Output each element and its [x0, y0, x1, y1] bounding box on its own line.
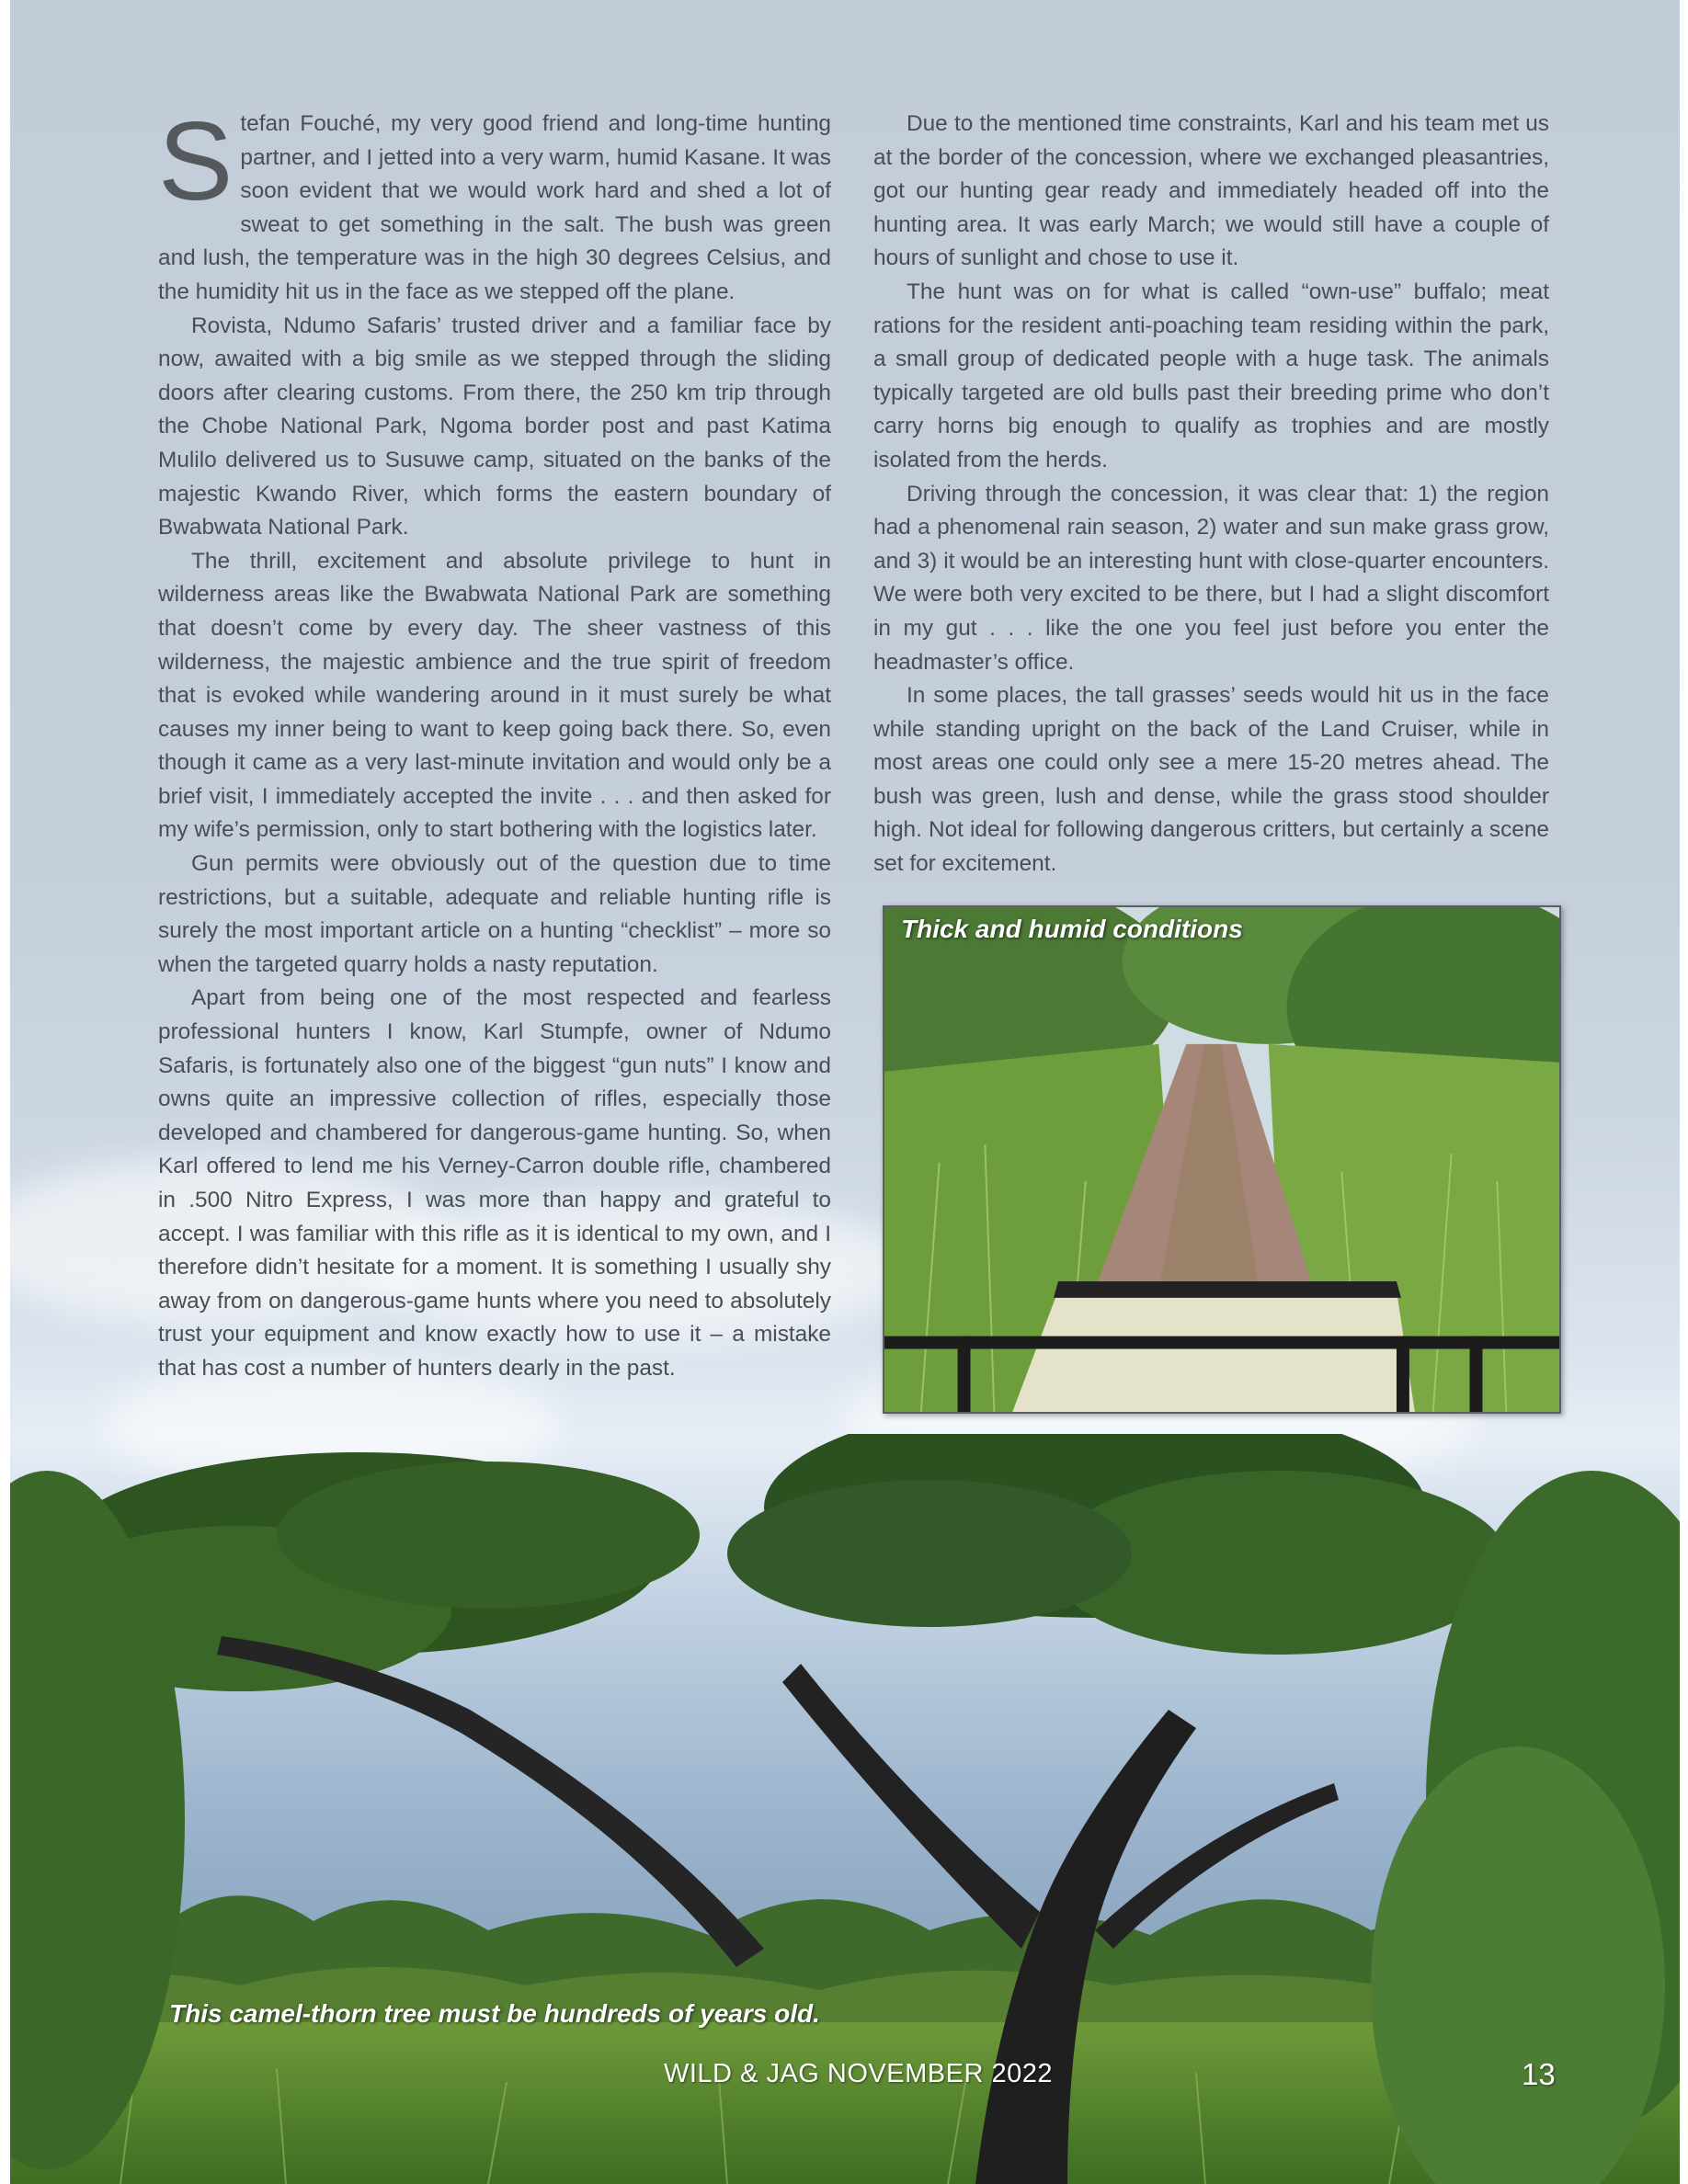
road-photo-caption: Thick and humid conditions: [901, 915, 1243, 943]
paragraph: Gun permits were obviously out of the question due to time restrictions, but a suitable, adequate and reliable hunting rifle is surely the most important article on a hunting “checklist” – more so when the targeted quarry holds a nasty reputation.: [158, 851, 831, 977]
article-column-left: [158, 98, 831, 1386]
paragraph-text: tefan Fouché, my very good friend and long-time hunting partner, and I jetted into a very warm, humid Kasane. It was soon evident that we would work hard and shed a lot of sweat to get something in the salt. The bush was green and lush, the temperature was in the high 30 degrees Celsius, and the humidity hit us in the face as we stepped off the plane.: [158, 111, 831, 304]
tree-photo-caption: This camel-thorn tree must be hundreds of years old.: [169, 1999, 820, 2028]
footer-publication: WILD & JAG NOVEMBER 2022: [664, 2059, 1053, 2088]
page-number: 13: [1522, 2057, 1556, 2091]
paragraph: Rovista, Ndumo Safaris’ trusted driver and a familiar face by now, awaited with a big smile as we stepped through the sliding doors after clearing customs. From there, the 250 km trip through the Chobe National Park, Ngoma border post and past Katima Mulilo delivered us to Susuwe camp, situated on the banks of the majestic Kwando River, which forms the eastern boundary of Bwabwata National Park.: [158, 313, 831, 540]
drop-cap: S: [158, 98, 234, 223]
article-column-right: [873, 108, 1549, 882]
paragraph: Apart from being one of the most respected and fearless professional hunters I know, Karl Stumpfe, owner of Ndumo Safaris, is fortunately also one of the biggest “gun nuts” I know and owns quite an impressive collection of rifles, especially those developed and chambered for dangerous-game hunting. So, when Karl offered to lend me his Verney-Carron double rifle, chambered in .500 Nitro Express, I was more than happy and grateful to accept. I was familiar with this rifle as it is identical to my own, and I therefore didn’t hesitate for a moment. It is something I usually shy away from on dangerous-game hunts where you need to absolutely trust your equipment and know exactly how to use it – a mistake that has cost a number of hunters dearly in the past.: [158, 985, 831, 1381]
paragraph: The hunt was on for what is called “own-use” buffalo; meat rations for the resident anti-poaching team residing within the park, a small group of dedicated people with a huge task. The animals typically targeted are old bulls past their breeding prime who don’t carry horns big enough to qualify as trophies and are mostly isolated from the herds.: [873, 279, 1549, 472]
paragraph: The thrill, excitement and absolute privilege to hunt in wilderness areas like the Bwabwata National Park are something that doesn’t come by every day. The sheer vastness of this wilderness, the majestic ambience and the true spirit of freedom that is evoked while wandering around in it must surely be what causes my inner being to want to keep going back there. So, even though it came as a very last-minute invitation and would only be a brief visit, I immediately accepted the invite . . . and then asked for my wife’s permission, only to start bothering with the logistics later.: [158, 548, 831, 843]
road-photo: [883, 905, 1561, 1414]
paragraph: Due to the mentioned time constraints, Karl and his team met us at the border of the concession, where we exchanged pleasantries, got our hunting gear ready and immediately headed off into the hunting area. It was early March; we would still have a couple of hours of sunlight and chose to use it.: [873, 111, 1549, 271]
paragraph: Driving through the concession, it was clear that: 1) the region had a phenomenal rain season, 2) water and sun make grass grow, and 3) it would be an interesting hunt with close-quarter encounters. We were both very excited to be there, but I had a slight discomfort in my gut . . . like the one you feel just before you enter the headmaster’s office.: [873, 481, 1549, 675]
paragraph: In some places, the tall grasses’ seeds would hit us in the face while standing upright on the back of the Land Cruiser, while in most areas one could only see a mere 15-20 metres ahead. The bush was green, lush and dense, while the grass stood shoulder high. Not ideal for following dangerous critters, but certainly a scene set for excitement.: [873, 683, 1549, 877]
paragraph: [158, 98, 831, 310]
